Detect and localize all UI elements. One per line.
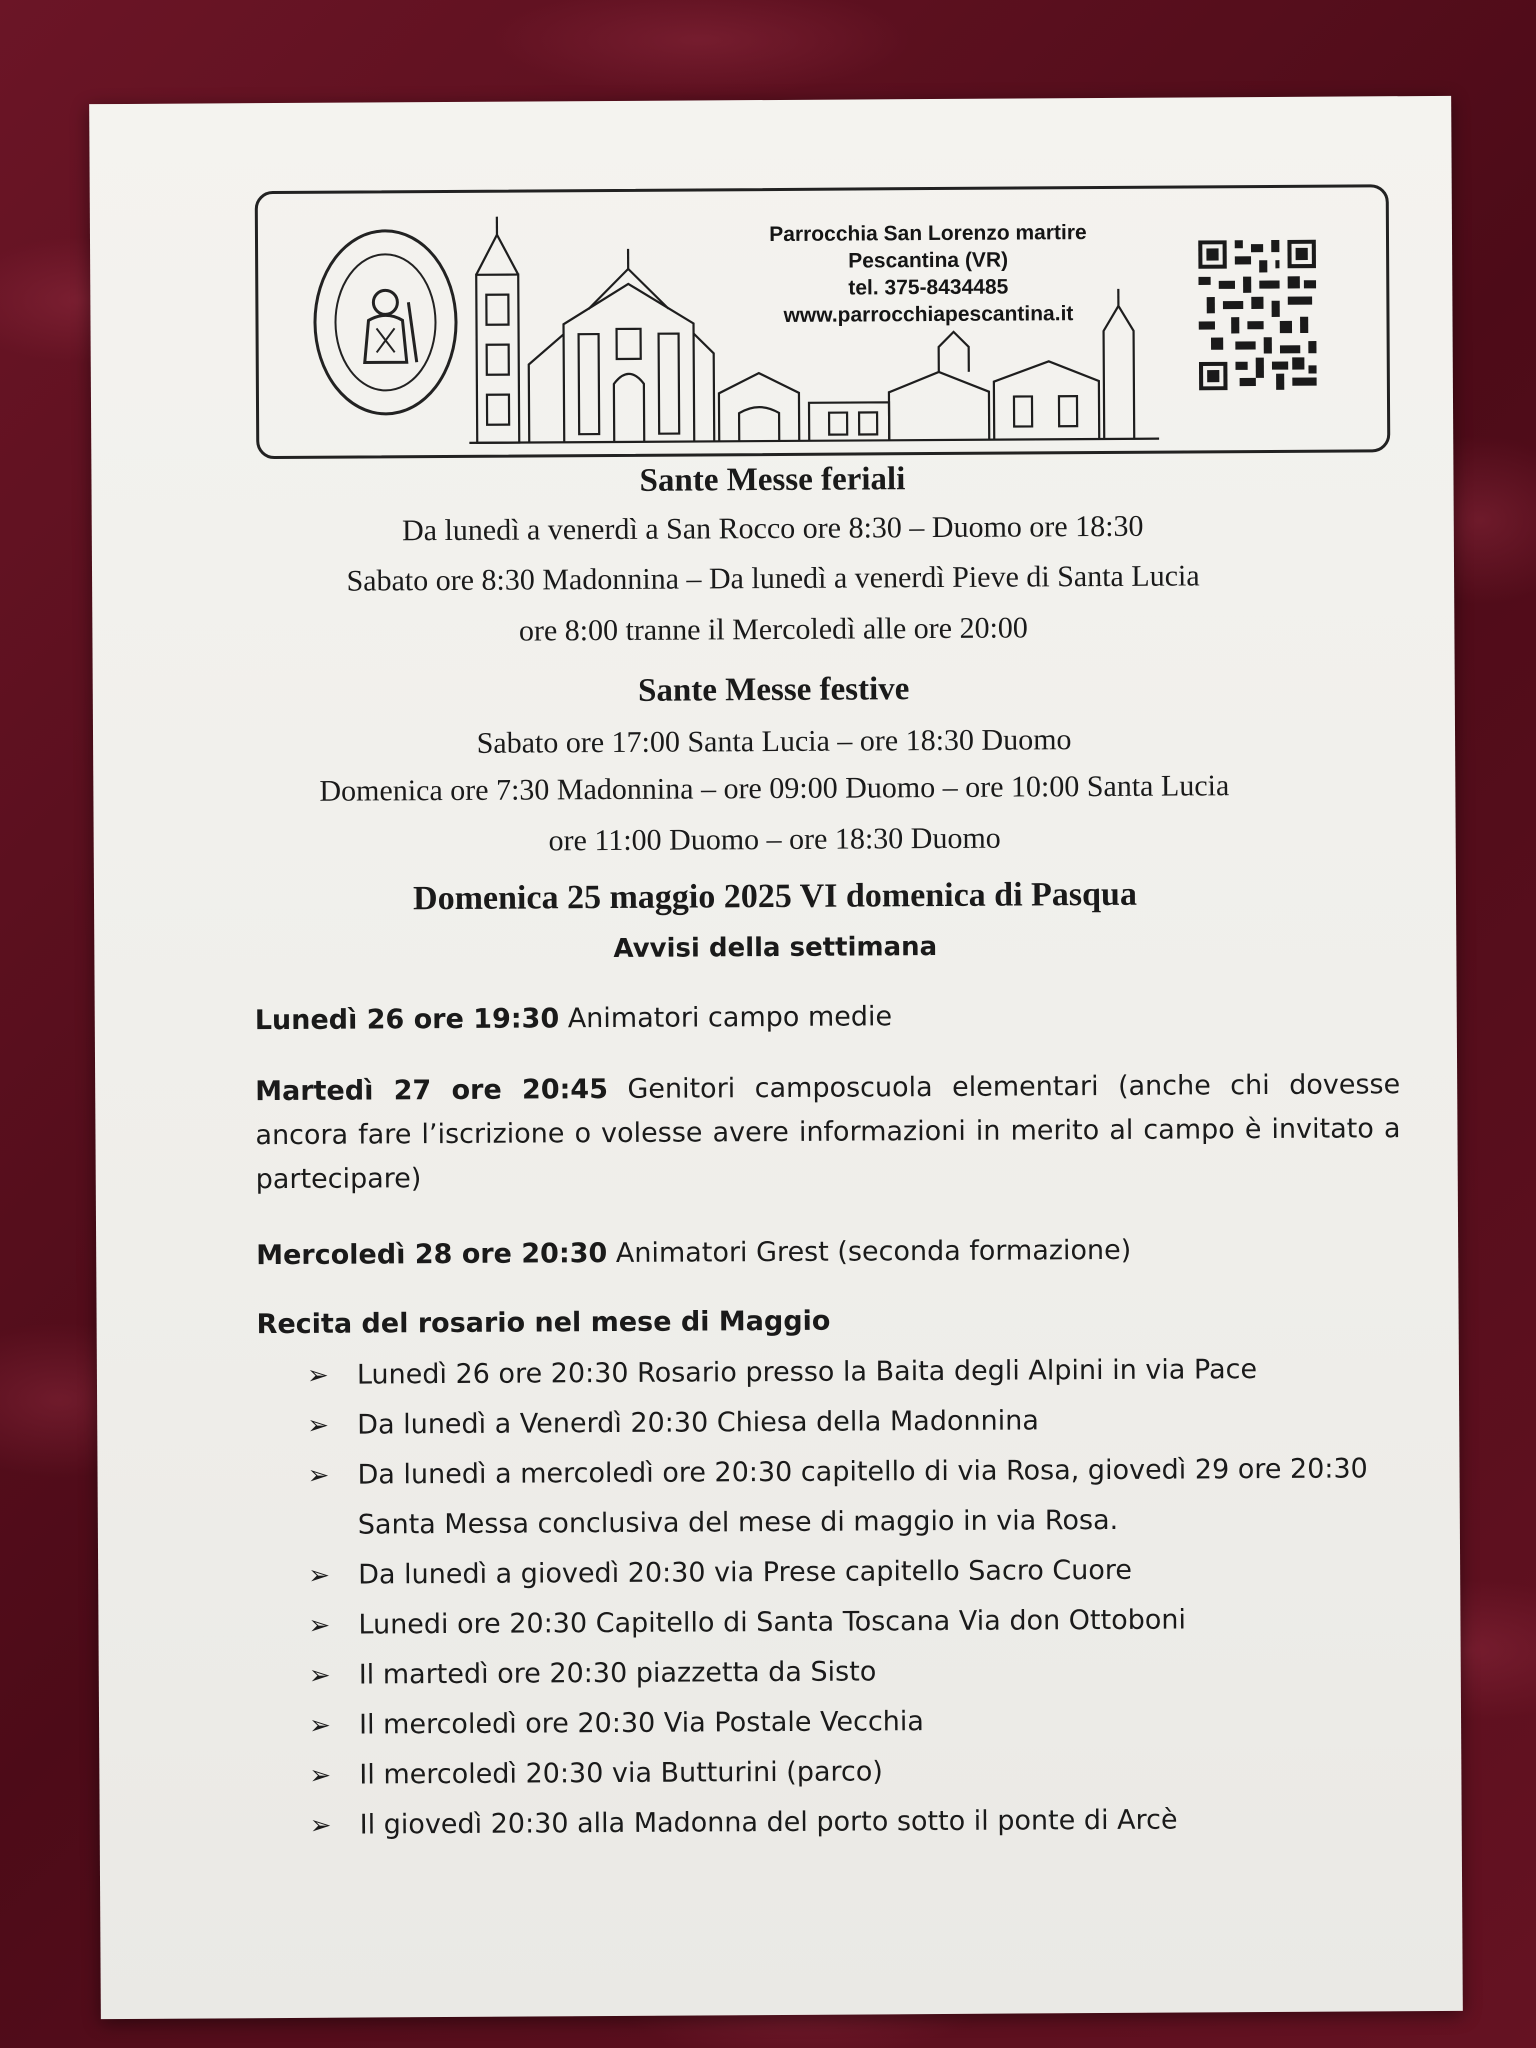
arrow-bullet-icon: ➢ — [309, 1760, 332, 1791]
qr-code-icon — [1198, 240, 1317, 391]
list-item-text: Da lunedì a mercoledì ore 20:30 capitello di via Rosa, giovedì 29 ore 20:30 — [357, 1453, 1368, 1491]
notice-tuesday-text: Genitori camposcuola elementari (anche chi dovesse ancora fare l’iscrizione o volesse avere informazioni in merito al campo è invitato a partecipare) — [255, 1069, 1401, 1196]
list-item-text: Il mercoledì ore 20:30 Via Postale Vecchia — [358, 1706, 925, 1741]
list-item — [307, 1344, 1427, 1401]
notice-wednesday — [256, 1227, 1401, 1278]
arrow-bullet-icon: ➢ — [307, 1410, 330, 1441]
arrow-bullet-icon: ➢ — [308, 1560, 331, 1591]
weekday-masses-line-3: ore 8:00 tranne il Mercoledì alle ore 20:00 — [518, 611, 1028, 648]
rosary-title-text: Recita del rosario nel mese di Maggio — [256, 1305, 831, 1341]
list-item-text: Da lunedì a giovedì 20:30 via Prese capitello Sacro Cuore — [358, 1554, 1133, 1591]
arrow-bullet-icon: ➢ — [308, 1660, 331, 1691]
list-item — [307, 1394, 1427, 1451]
parish-town: Pescantina (VR) — [848, 248, 1009, 273]
sunday-title: Domenica 25 maggio 2025 VI domenica di Pasqua — [413, 875, 1138, 918]
arrow-bullet-icon: ➢ — [306, 1360, 329, 1391]
notice-wednesday-text: Animatori Grest (seconda formazione) — [607, 1234, 1132, 1270]
notices-title: Avvisi della settimana — [613, 932, 938, 964]
list-item — [309, 1644, 1429, 1701]
parish-name: Parrocchia San Lorenzo martire — [769, 221, 1087, 247]
rosary-list — [307, 1344, 1430, 1851]
parish-contact-block — [718, 219, 1139, 330]
list-item — [309, 1694, 1429, 1751]
notice-monday-text: Animatori campo medie — [559, 1001, 893, 1035]
notice-tuesday — [255, 1063, 1401, 1202]
list-item-text: Il martedì ore 20:30 piazzetta da Sisto — [358, 1656, 877, 1691]
weekday-masses-title: Sante Messe feriali — [639, 461, 906, 499]
arrow-bullet-icon: ➢ — [308, 1710, 331, 1741]
notice-monday-when: Lunedì 26 ore 19:30 — [254, 1003, 560, 1037]
list-item — [310, 1794, 1430, 1851]
parish-phone: tel. 375-8434485 — [848, 275, 1009, 300]
list-item-text: Il mercoledì 20:30 via Butturini (parco) — [359, 1756, 883, 1791]
notice-monday — [255, 992, 1400, 1043]
festive-masses-line-2: Domenica ore 7:30 Madonnina – ore 09:00 Duomo – ore 10:00 Santa Lucia — [319, 769, 1230, 808]
arrow-bullet-icon: ➢ — [309, 1810, 332, 1841]
list-item-continuation: Santa Messa conclusiva del mese di maggio in via Rosa. — [357, 1504, 1119, 1541]
list-item — [307, 1444, 1428, 1551]
list-item-text: Lunedi ore 20:30 Capitello di Santa Toscana Via don Ottoboni — [358, 1604, 1187, 1641]
list-item-text: Lunedì 26 ore 20:30 Rosario presso la Baita degli Alpini in via Pace — [356, 1354, 1258, 1391]
list-item — [308, 1544, 1428, 1601]
list-item-text: Da lunedì a Venerdì 20:30 Chiesa della Madonnina — [357, 1405, 1039, 1441]
arrow-bullet-icon: ➢ — [308, 1610, 331, 1641]
weekday-masses-line-2: Sabato ore 8:30 Madonnina – Da lunedì a venerdì Pieve di Santa Lucia — [346, 559, 1200, 598]
notice-tuesday-when: Martedì 27 ore 20:45 — [255, 1074, 609, 1108]
weekday-masses-line-1: Da lunedì a venerdì a San Rocco ore 8:30 – Duomo ore 18:30 — [401, 509, 1144, 548]
list-item-text: Il giovedì 20:30 alla Madonna del porto sotto il ponte di Arcè — [359, 1804, 1178, 1841]
parish-header — [255, 184, 1391, 459]
notice-wednesday-when: Mercoledì 28 ore 20:30 — [256, 1238, 608, 1272]
parish-website: www.parrocchiapescantina.it — [783, 302, 1074, 327]
list-item — [308, 1594, 1428, 1651]
list-item — [309, 1744, 1429, 1801]
rosary-title — [256, 1296, 1401, 1347]
arrow-bullet-icon: ➢ — [307, 1460, 330, 1491]
festive-masses-line-1: Sabato ore 17:00 Santa Lucia – ore 18:30 Duomo — [476, 723, 1072, 760]
festive-masses-title: Sante Messe festive — [638, 671, 910, 709]
festive-masses-line-3: ore 11:00 Duomo – ore 18:30 Duomo — [548, 821, 1001, 858]
flyer-sheet — [89, 96, 1463, 2019]
parish-seal-icon — [313, 229, 458, 416]
